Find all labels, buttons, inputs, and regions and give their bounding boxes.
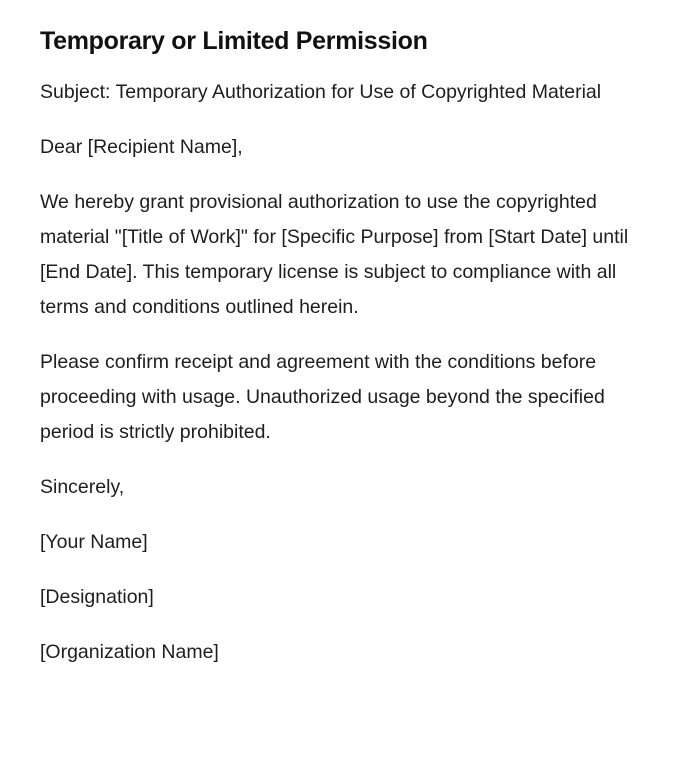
closing: Sincerely, bbox=[40, 476, 125, 498]
signer-designation: [Designation] bbox=[40, 586, 154, 608]
salutation: Dear [Recipient Name], bbox=[40, 136, 243, 158]
body-paragraph-confirmation: Please confirm receipt and agreement with the conditions before proceeding with usage. Unauthorized usage beyond the specified period is strictly prohibited. bbox=[40, 351, 605, 443]
body-paragraph-authorization: We hereby grant provisional authorization to use the copyrighted material "[Title of Work]" for [Specific Purpose] from [Start Date] until [End Date]. This temporary license is subject to compliance with all terms and conditions outlined herein. bbox=[40, 191, 629, 318]
signer-name: [Your Name] bbox=[40, 531, 148, 553]
signer-organization: [Organization Name] bbox=[40, 641, 219, 663]
document-title: Temporary or Limited Permission bbox=[40, 27, 428, 55]
subject-line: Subject: Temporary Authorization for Use of Copyrighted Material bbox=[40, 81, 602, 103]
